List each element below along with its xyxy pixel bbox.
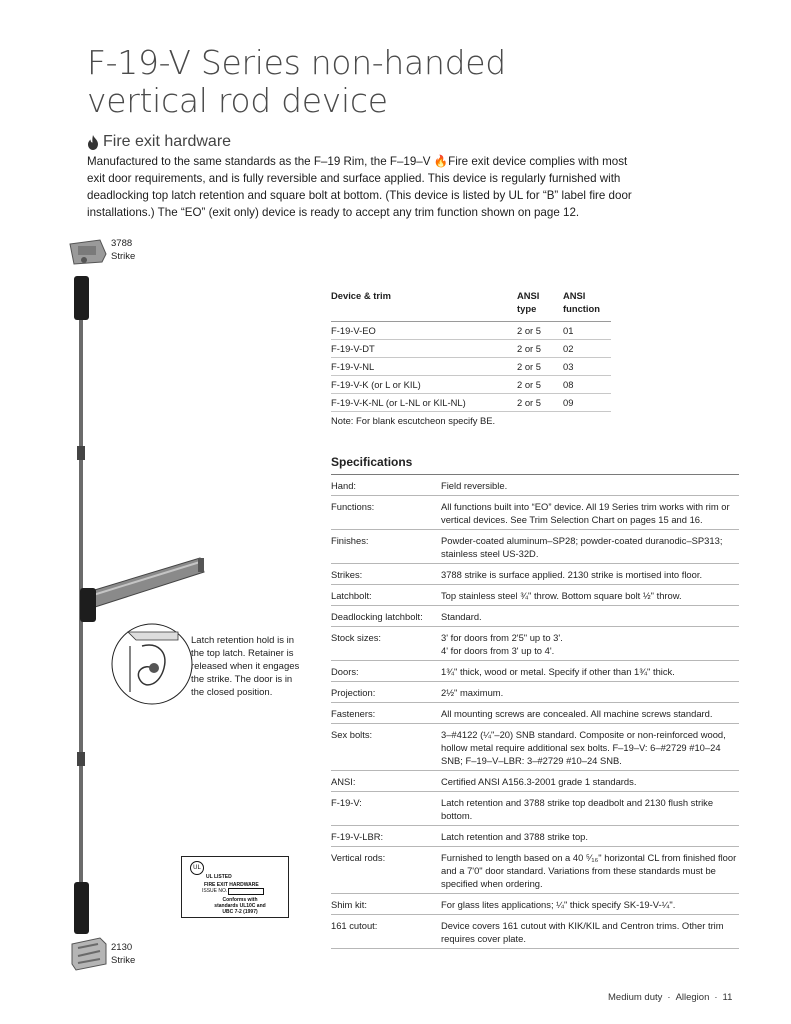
spec-row <box>331 585 739 606</box>
spec-label: F-19-V: <box>331 792 441 826</box>
trim-table <box>331 286 611 412</box>
spec-label: F-19-V-LBR: <box>331 826 441 847</box>
spec-row <box>331 606 739 627</box>
spec-label: Deadlocking latchbolt: <box>331 606 441 627</box>
spec-label: Stock sizes: <box>331 627 441 661</box>
spec-value: Field reversible. <box>441 475 739 496</box>
spec-row <box>331 703 739 724</box>
spec-row <box>331 682 739 703</box>
spec-label: Sex bolts: <box>331 724 441 771</box>
rod-guide-upper <box>77 446 85 460</box>
footer-section: Medium duty <box>608 992 663 1003</box>
spec-value: For glass lites applications; ¼" thick specify SK-19-V-¼". <box>441 894 739 915</box>
spec-row <box>331 915 739 949</box>
spec-value: 3788 strike is surface applied. 2130 strike is mortised into floor. <box>441 564 739 585</box>
trim-note: Note: For blank escutcheon specify BE. <box>331 415 496 426</box>
spec-row <box>331 847 739 894</box>
page-footer: Medium duty · Allegion · 11 <box>608 992 733 1003</box>
header-ansi-function: ANSI function <box>563 286 611 322</box>
top-latch-housing <box>74 276 89 320</box>
spec-label: Shim kit: <box>331 894 441 915</box>
table-row: F-19-V-NL 2 or 5 03 <box>331 358 611 376</box>
ul-label <box>181 856 289 918</box>
spec-label: ANSI: <box>331 771 441 792</box>
bottom-latch-housing <box>74 882 89 934</box>
latch-retention-callout: Latch retention hold is in the top latch. Retainer is released when it engages the strike. The door is in the closed position. <box>191 635 300 698</box>
spec-value: 3–#4122 (¼"–20) SNB standard. Composite or non-reinforced wood, hollow metal require additional sex bolts. F–19–V: 6–#2729 #10–24 SNB; F–19–V–LBR: 3–#2729 #10–24 SNB. <box>441 724 739 771</box>
intro-paragraph: Manufactured to the same standards as the F–19 Rim, the F–19–V 🔥Fire exit device complies with most exit door requirements, and is fully reversible and surface applied. This device is regularly furnished with deadlocking top latch retention and square bolt at bottom. (This device is listed by UL for “B” label fire door installations.) The “EO” (exit only) device is ready to accept any trim function shown on page 12. <box>87 155 632 219</box>
spec-row <box>331 894 739 915</box>
spec-label: Strikes: <box>331 564 441 585</box>
spec-value: All functions built into “EO” device. All 19 Series trim works with rim or vertical devices. See Trim Selection Chart on pages 15 and 16. <box>441 496 739 530</box>
spec-row <box>331 771 739 792</box>
flame-icon <box>87 135 99 150</box>
spec-label: Vertical rods: <box>331 847 441 894</box>
bottom-strike-image <box>72 938 106 970</box>
footer-brand: Allegion <box>675 992 710 1003</box>
top-strike-image <box>70 240 106 264</box>
subhead-label: Fire exit hardware <box>103 133 232 150</box>
spec-label: Projection: <box>331 682 441 703</box>
spec-row <box>331 627 739 661</box>
spec-label: Finishes: <box>331 530 441 564</box>
subhead <box>87 133 231 151</box>
spec-value: Latch retention and 3788 strike top. <box>441 826 739 847</box>
spec-row <box>331 661 739 682</box>
spec-value: Certified ANSI A156.3-2001 grade 1 standards. <box>441 771 739 792</box>
latch-detail-circle <box>112 624 192 704</box>
table-row: F-19-V-DT 2 or 5 02 <box>331 340 611 358</box>
spec-value: 3' for doors from 2'5" up to 3'. 4' for doors from 3' up to 4'. <box>441 627 739 661</box>
spec-value: 2½" maximum. <box>441 682 739 703</box>
ul-issue-text: ISSUE NO. <box>202 888 228 894</box>
spec-label: Hand: <box>331 475 441 496</box>
spec-value: 1¾" thick, wood or metal. Specify if other than 1¾" thick. <box>441 661 739 682</box>
spec-value: Latch retention and 3788 strike top deadbolt and 2130 flush strike bottom. <box>441 792 739 826</box>
spec-value: Standard. <box>441 606 739 627</box>
spec-value: Powder-coated aluminum–SP28; powder-coated duranodic–SP313; stainless steel US-32D. <box>441 530 739 564</box>
spec-label: Functions: <box>331 496 441 530</box>
spec-value: All mounting screws are concealed. All machine screws standard. <box>441 703 739 724</box>
table-row: F-19-V-EO 2 or 5 01 <box>331 322 611 340</box>
spec-row <box>331 724 739 771</box>
bottom-strike-caption: 2130 Strike <box>111 942 136 966</box>
top-strike-caption: 3788 Strike <box>111 238 136 262</box>
header-ansi-type: ANSI type <box>517 286 563 322</box>
spec-label: Fasteners: <box>331 703 441 724</box>
specifications-heading: Specifications <box>331 455 413 469</box>
title-line-1: F-19-V Series non-handed <box>87 43 506 82</box>
title-line-2: vertical rod device <box>87 81 388 120</box>
page-title <box>87 44 687 120</box>
ul-hardware-text: FIRE EXIT HARDWARE <box>204 882 259 888</box>
ul-listed-text: UL LISTED <box>206 874 232 880</box>
push-bar <box>80 558 204 622</box>
rod-guide-lower <box>77 752 85 766</box>
spec-row <box>331 792 739 826</box>
spec-row <box>331 475 739 496</box>
spec-value: Furnished to length based on a 40 ⁵⁄₁₆" horizontal CL from finished floor and a 7'0" door standard. Variations from these standards must be specified when ordering. <box>441 847 739 894</box>
ul-logo: UL <box>190 861 204 875</box>
spec-label: Doors: <box>331 661 441 682</box>
spec-label: 161 cutout: <box>331 915 441 949</box>
ul-issue-box <box>228 888 264 895</box>
table-row: F-19-V-K-NL (or L-NL or KIL-NL) 2 or 5 09 <box>331 394 611 412</box>
ul-conforms-text: Conforms with standards UL10C and UBC 7-2 (1997) <box>214 897 266 915</box>
spec-row <box>331 530 739 564</box>
spec-value: Top stainless steel ¾" throw. Bottom square bolt ½" throw. <box>441 585 739 606</box>
spec-label: Latchbolt: <box>331 585 441 606</box>
trim-table-header <box>331 286 611 322</box>
spec-value: Device covers 161 cutout with KIK/KIL and Centron trims. Other trim requires cover plate. <box>441 915 739 949</box>
spec-row <box>331 826 739 847</box>
page-number: 11 <box>722 992 733 1003</box>
spec-row <box>331 564 739 585</box>
header-device: Device & trim <box>331 286 517 322</box>
specifications-table <box>331 474 739 949</box>
table-row: F-19-V-K (or L or KIL) 2 or 5 08 <box>331 376 611 394</box>
spec-row <box>331 496 739 530</box>
